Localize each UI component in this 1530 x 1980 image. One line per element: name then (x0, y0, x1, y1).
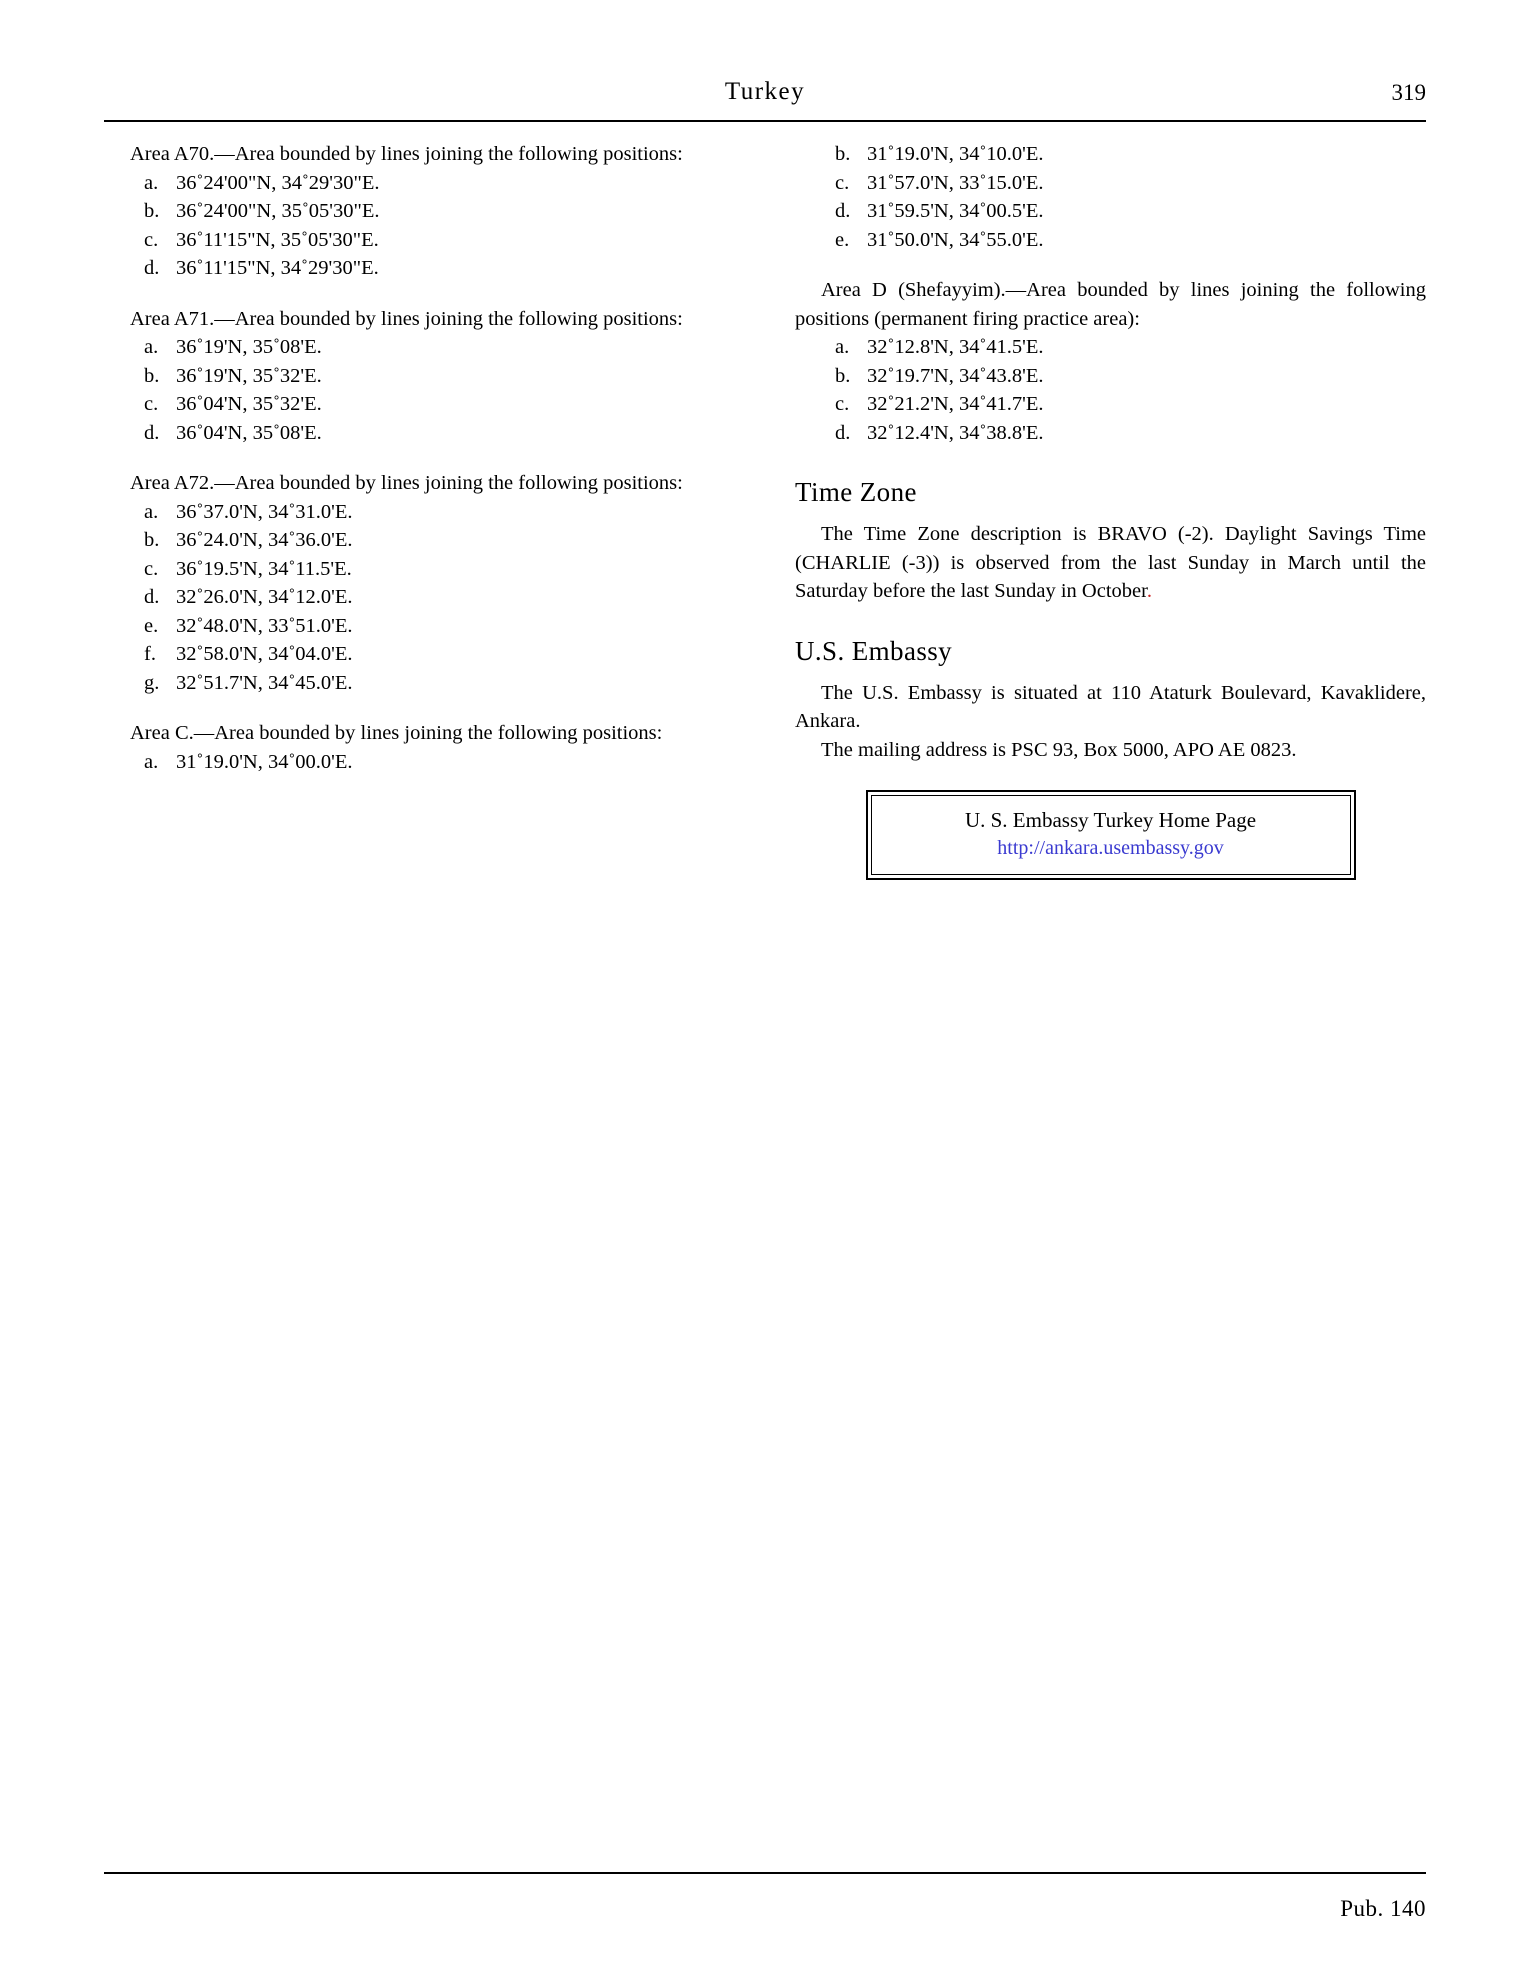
list-item-label: a. (144, 750, 159, 773)
list-item (795, 197, 1426, 226)
list-item-value: 32˚58.0'N, 34˚04.0'E. (176, 643, 353, 665)
list-item (104, 555, 735, 584)
list-item-label: f. (144, 643, 156, 665)
list-item-value: 36˚11'15"N, 34˚29'30"E. (176, 257, 379, 279)
list-item-value: 31˚19.0'N, 34˚10.0'E. (867, 143, 1044, 165)
area-c-positions (104, 748, 735, 777)
area-c-positions-continued (795, 140, 1426, 254)
list-item (104, 640, 735, 669)
left-column (104, 140, 735, 880)
spacer (104, 447, 735, 469)
list-item (104, 254, 735, 283)
embassy-link-box-inner (871, 795, 1351, 875)
list-item-value: 32˚12.8'N, 34˚41.5'E. (867, 336, 1044, 358)
list-item-value: 36˚11'15"N, 35˚05'30"E. (176, 228, 379, 251)
list-item (104, 669, 735, 698)
area-a71-positions (104, 333, 735, 447)
list-item (795, 169, 1426, 198)
list-item (104, 612, 735, 641)
list-item-value: 32˚51.7'N, 34˚45.0'E. (176, 671, 353, 694)
list-item-label: b. (144, 200, 160, 222)
list-item-value: 32˚12.4'N, 34˚38.8'E. (867, 421, 1044, 444)
list-item-label: d. (835, 200, 851, 222)
list-item-value: 32˚19.7'N, 34˚43.8'E. (867, 364, 1044, 387)
us-embassy-paragraph-1: The U.S. Embassy is situated at 110 Ataturk Boulevard, Kavaklidere, Ankara. (795, 681, 1426, 732)
list-item-label: e. (144, 614, 159, 637)
area-d-positions (795, 333, 1426, 447)
list-item (104, 226, 735, 255)
area-a71-intro: Area A71.—Area bounded by lines joining the following positions: (130, 307, 683, 330)
list-item-value: 31˚19.0'N, 34˚00.0'E. (176, 750, 353, 773)
list-item-value: 31˚59.5'N, 34˚00.5'E. (867, 200, 1044, 222)
list-item-value: 36˚19'N, 35˚32'E. (176, 364, 322, 387)
area-c-intro: Area C.—Area bounded by lines joining the following positions: (130, 722, 663, 744)
embassy-link-url[interactable]: http://ankara.usembassy.gov (997, 837, 1224, 859)
two-column-body (104, 140, 1426, 880)
embassy-link-box (866, 790, 1356, 880)
list-item (795, 226, 1426, 255)
list-item-value: 36˚24'00"N, 35˚05'30"E. (176, 200, 380, 222)
list-item-value: 36˚19.5'N, 34˚11.5'E. (176, 557, 352, 580)
page-number: 319 (1391, 80, 1426, 105)
page-title: Turkey (724, 78, 806, 105)
area-a72-positions (104, 498, 735, 698)
list-item-label: d. (144, 257, 160, 279)
time-zone-text: The Time Zone description is BRAVO (-2). Daylight Savings Time (CHARLIE (-3)) is observed from the last Sunday in March until the Saturday before the last Sunday in October (795, 523, 1426, 602)
list-item-label: a. (144, 500, 159, 523)
list-item (795, 390, 1426, 419)
list-item-label: e. (835, 228, 850, 251)
list-item (104, 169, 735, 198)
list-item (104, 390, 735, 419)
list-item-value: 31˚57.0'N, 33˚15.0'E. (867, 171, 1044, 194)
list-item (104, 362, 735, 391)
list-item-label: g. (144, 671, 160, 694)
list-item-label: d. (835, 421, 851, 444)
list-item-value: 36˚24.0'N, 34˚36.0'E. (176, 529, 353, 551)
time-zone-heading: Time Zone (795, 477, 917, 507)
spacer (795, 254, 1426, 276)
header-divider (104, 120, 1426, 122)
list-item-label: a. (144, 171, 159, 194)
list-item (795, 419, 1426, 448)
page-header (104, 78, 1426, 114)
list-item-label: b. (144, 364, 160, 387)
us-embassy-heading: U.S. Embassy (795, 635, 953, 666)
footer-pub-label: Pub. 140 (1340, 1896, 1426, 1921)
time-zone-paragraph (795, 520, 1426, 606)
list-item-label: a. (144, 336, 159, 358)
area-a72-intro: Area A72.—Area bounded by lines joining the following positions: (130, 472, 683, 494)
list-item-value: 31˚50.0'N, 34˚55.0'E. (867, 228, 1044, 251)
spacer (104, 697, 735, 719)
list-item-label: c. (835, 393, 850, 415)
us-embassy-paragraph-2: The mailing address is PSC 93, Box 5000, APO AE 0823. (821, 738, 1297, 761)
list-item-label: d. (144, 421, 160, 444)
list-item-label: b. (144, 529, 160, 551)
list-item-label: b. (835, 364, 851, 387)
list-item-value: 32˚21.2'N, 34˚41.7'E. (867, 393, 1044, 415)
list-item (795, 140, 1426, 169)
right-column (795, 140, 1426, 880)
list-item (104, 333, 735, 362)
list-item-value: 36˚04'N, 35˚08'E. (176, 421, 322, 444)
list-item (104, 498, 735, 527)
list-item (104, 197, 735, 226)
list-item-label: c. (144, 557, 159, 580)
list-item-label: a. (835, 336, 850, 358)
list-item (795, 362, 1426, 391)
time-zone-text-end: . (1146, 580, 1152, 602)
list-item-label: b. (835, 143, 851, 165)
list-item-value: 32˚48.0'N, 33˚51.0'E. (176, 614, 353, 637)
list-item-value: 36˚37.0'N, 34˚31.0'E. (176, 500, 353, 523)
list-item-label: c. (144, 393, 159, 415)
footer-divider (104, 1872, 1426, 1874)
list-item (795, 333, 1426, 362)
list-item-value: 36˚24'00"N, 34˚29'30"E. (176, 171, 380, 194)
list-item-label: c. (835, 171, 850, 194)
area-d-intro: Area D (Shefayyim).—Area bounded by lines joining the following positions (permanent firing practice area): (795, 279, 1426, 330)
embassy-link-title: U. S. Embassy Turkey Home Page (964, 808, 1257, 832)
list-item (104, 583, 735, 612)
spacer (104, 283, 735, 305)
area-a70-positions (104, 169, 735, 283)
list-item-value: 36˚04'N, 35˚32'E. (176, 393, 322, 415)
list-item-value: 36˚19'N, 35˚08'E. (176, 336, 322, 358)
list-item (104, 526, 735, 555)
list-item (104, 748, 735, 777)
list-item-label: d. (144, 586, 160, 608)
list-item (104, 419, 735, 448)
area-a70-intro: Area A70.—Area bounded by lines joining the following positions: (130, 143, 683, 165)
list-item-value: 32˚26.0'N, 34˚12.0'E. (176, 586, 353, 608)
list-item-label: c. (144, 228, 159, 251)
